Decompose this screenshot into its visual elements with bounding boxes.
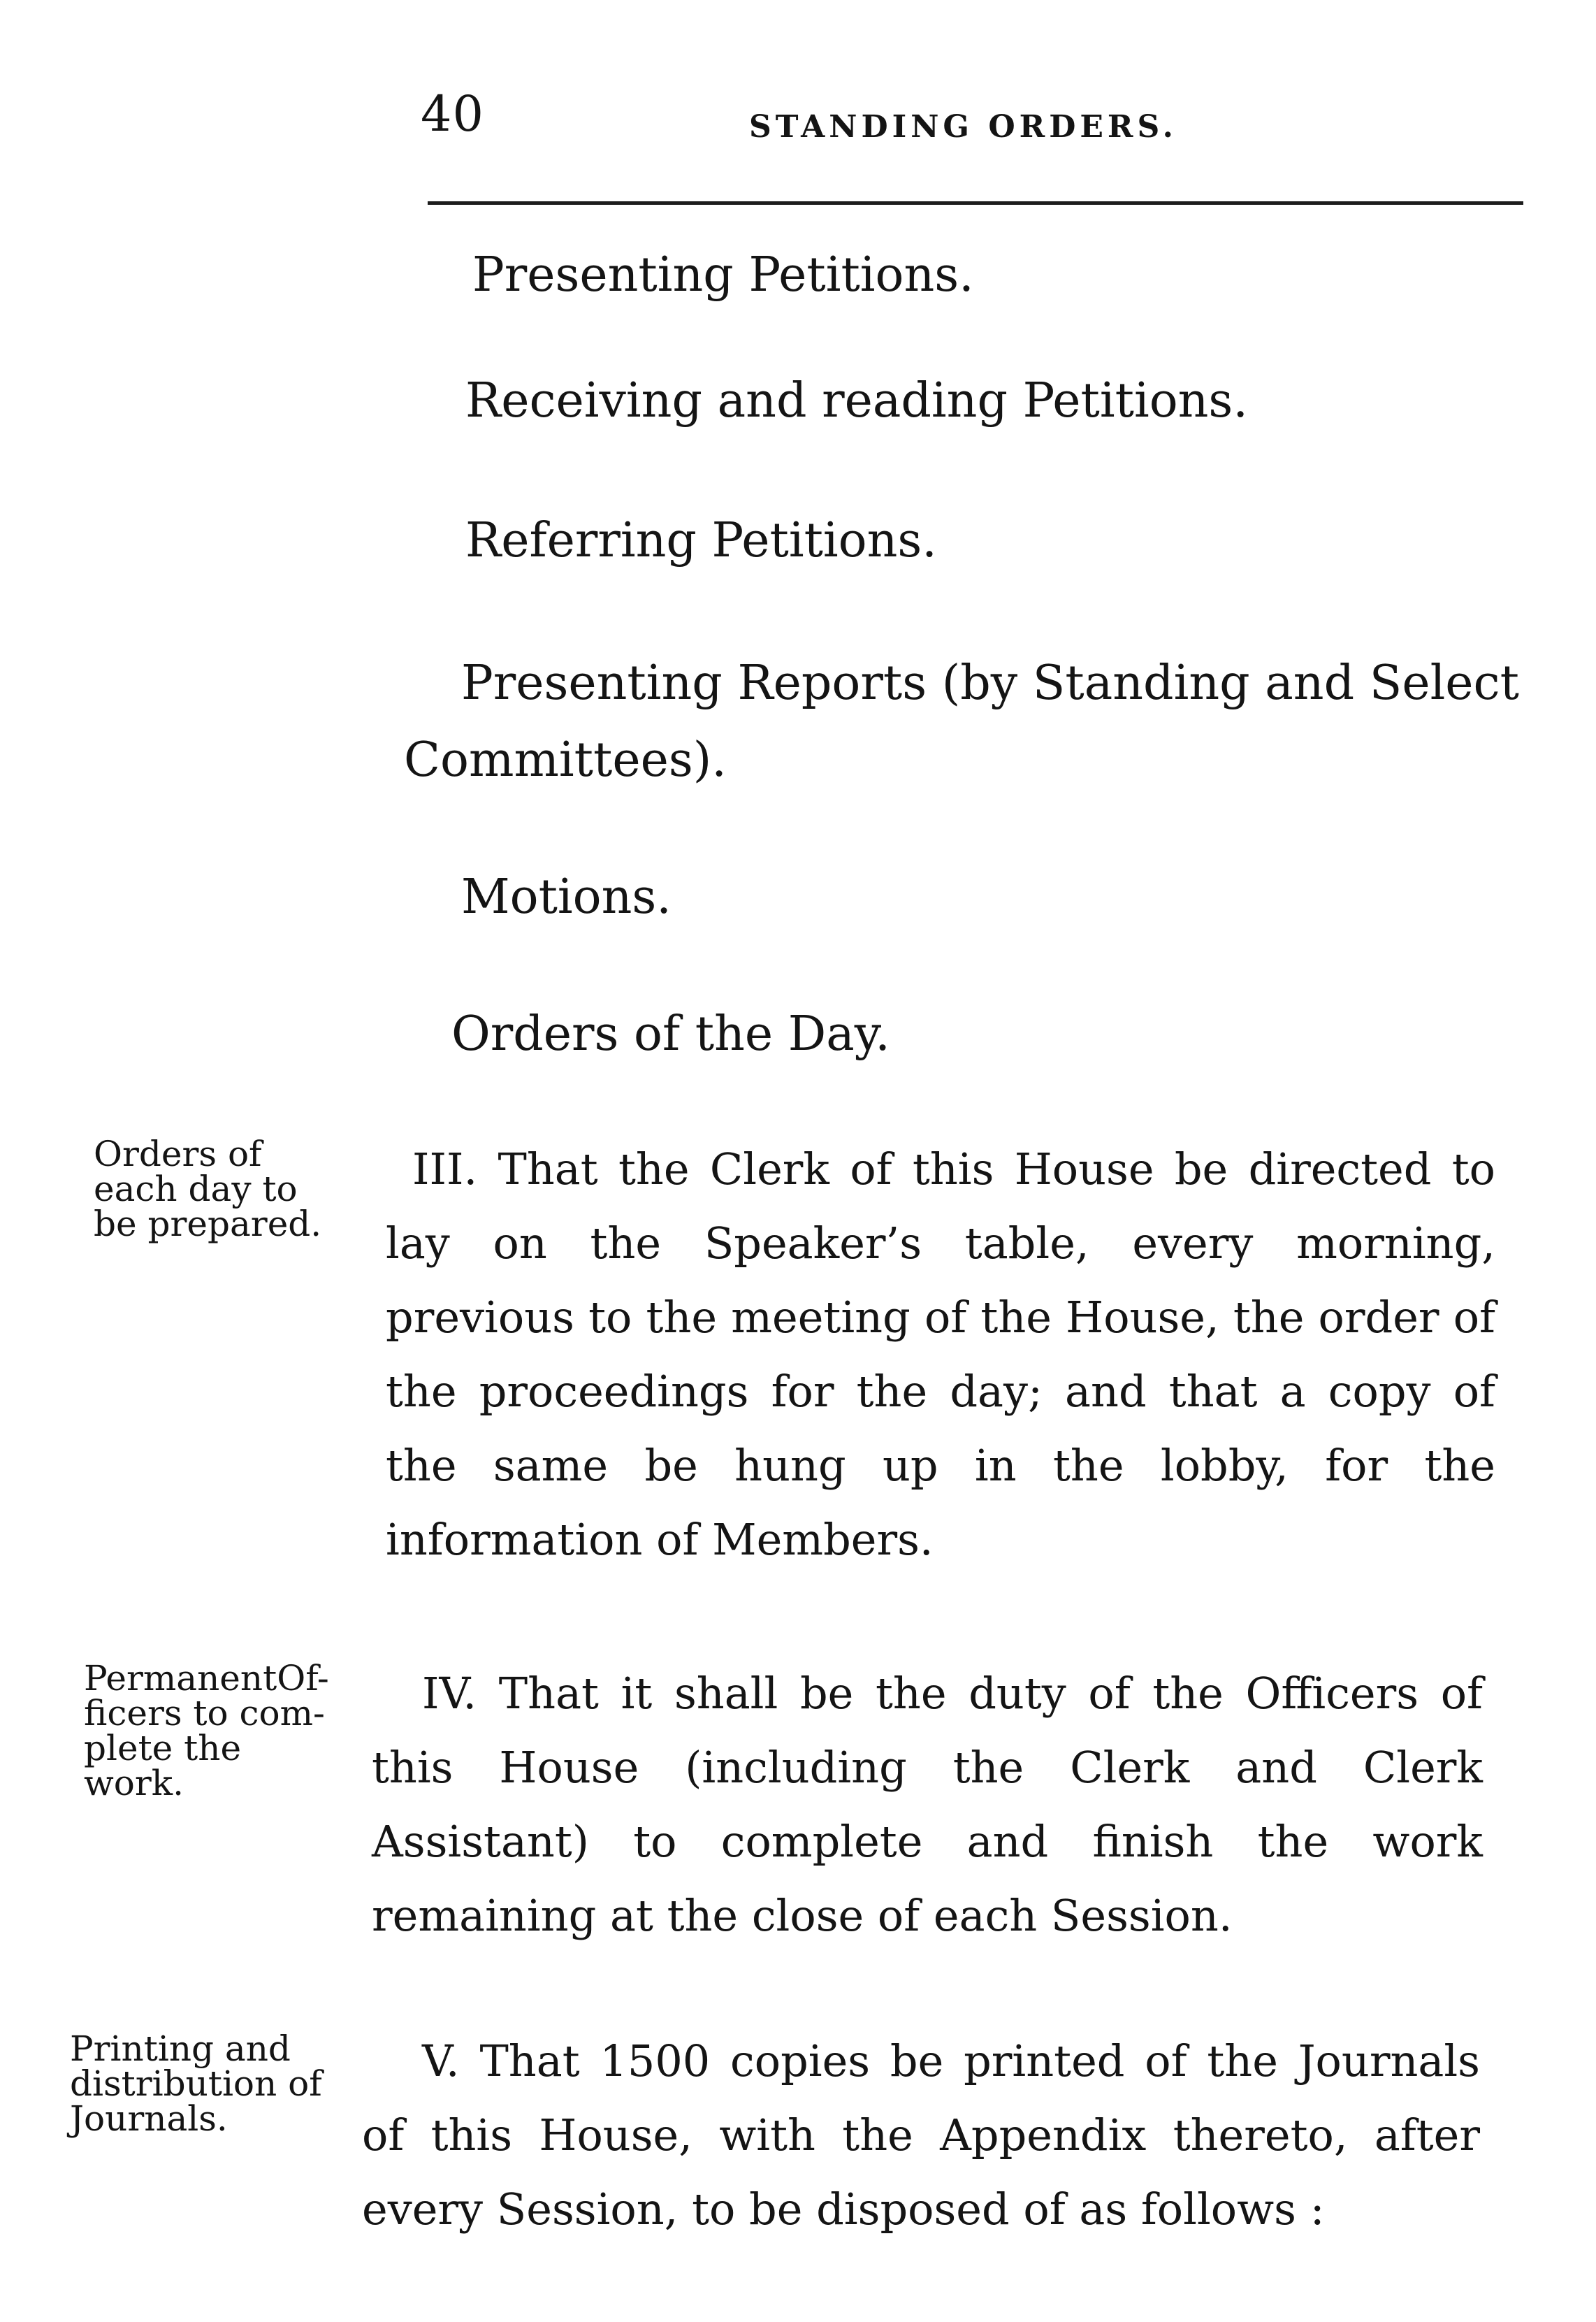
section-v-paragraph: V. That 1500 copies be printed of the Journals of this House, with the Appendix thereto, after every Session, to be disposed of as follows : bbox=[362, 2035, 1480, 2235]
margin-note-permanent-officers: PermanentOf- ficers to com- plete the work. bbox=[84, 1658, 329, 1803]
order-item-motions: Motions. bbox=[461, 870, 672, 925]
order-item-committees: Committees). bbox=[404, 733, 727, 788]
page-number: 40 bbox=[421, 85, 485, 143]
margin-note-orders-prepared: Orders of each day to be prepared. bbox=[94, 1134, 322, 1244]
order-item-presenting-reports: Presenting Reports (by Standing and Select bbox=[461, 656, 1519, 711]
order-item-referring-petitions: Referring Petitions. bbox=[465, 513, 937, 568]
running-head: STANDING ORDERS. bbox=[749, 109, 1177, 145]
margin-note-printing-journals: Printing and distribution of Journals. bbox=[70, 2028, 322, 2139]
order-item-presenting-petitions: Presenting Petitions. bbox=[472, 247, 974, 303]
order-item-receiving-petitions: Receiving and reading Petitions. bbox=[465, 373, 1248, 428]
header-rule bbox=[428, 201, 1523, 205]
section-iv-paragraph: IV. That it shall be the duty of the Officers of this House (including the Clerk and Clerk Assistant) to complete and finish the work remaining at the close of each Session. bbox=[372, 1668, 1483, 1941]
section-iii-paragraph: III. That the Clerk of this House be directed to lay on the Speaker’s table, every morning, previous to the meeting of the House, the order of the proceedings for the day; and that a copy of the same be hung up in the lobby, for the information of Members. bbox=[386, 1144, 1495, 1565]
order-item-orders-of-day: Orders of the Day. bbox=[451, 1007, 890, 1062]
